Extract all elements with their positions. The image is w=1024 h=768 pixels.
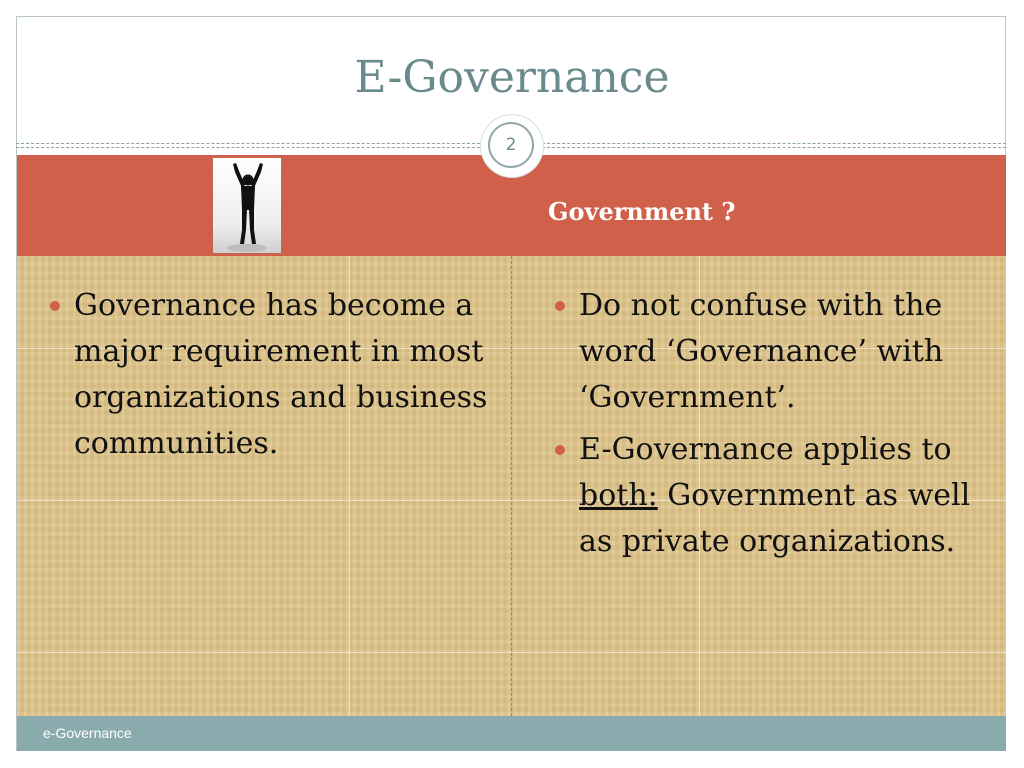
- bullet-item: [553, 283, 993, 421]
- footer-bar: [17, 716, 1006, 751]
- underlined-word: both:: [579, 478, 658, 513]
- page-number: 2: [488, 122, 534, 168]
- bullet-item: [553, 427, 993, 565]
- person-silhouette-image: [213, 158, 281, 253]
- column-divider: [511, 256, 512, 716]
- bullet-dot-icon: [555, 445, 565, 455]
- footer-label: e-Governance: [43, 725, 132, 741]
- right-column: [553, 283, 993, 571]
- bullet-text-part: E-Governance applies to: [579, 432, 952, 467]
- page-number-badge: [481, 115, 543, 177]
- slide-title: E-Governance: [354, 52, 670, 103]
- bullet-text-part: Government as well as private organizations.: [579, 478, 971, 559]
- bullet-dot-icon: [555, 301, 565, 311]
- left-column: [48, 283, 498, 473]
- bullet-item: [48, 283, 498, 467]
- person-arms-raised-icon: [213, 158, 281, 253]
- left-bullet-list: [48, 283, 498, 467]
- right-bullet-list: [553, 283, 993, 565]
- bullet-text: Do not confuse with the word ‘Governance’ with ‘Government’.: [579, 288, 944, 415]
- header-government: Government ?: [548, 197, 736, 226]
- bullet-dot-icon: [50, 301, 60, 311]
- bullet-text: Governance has become a major requirement in most organizations and business communities.: [74, 288, 488, 461]
